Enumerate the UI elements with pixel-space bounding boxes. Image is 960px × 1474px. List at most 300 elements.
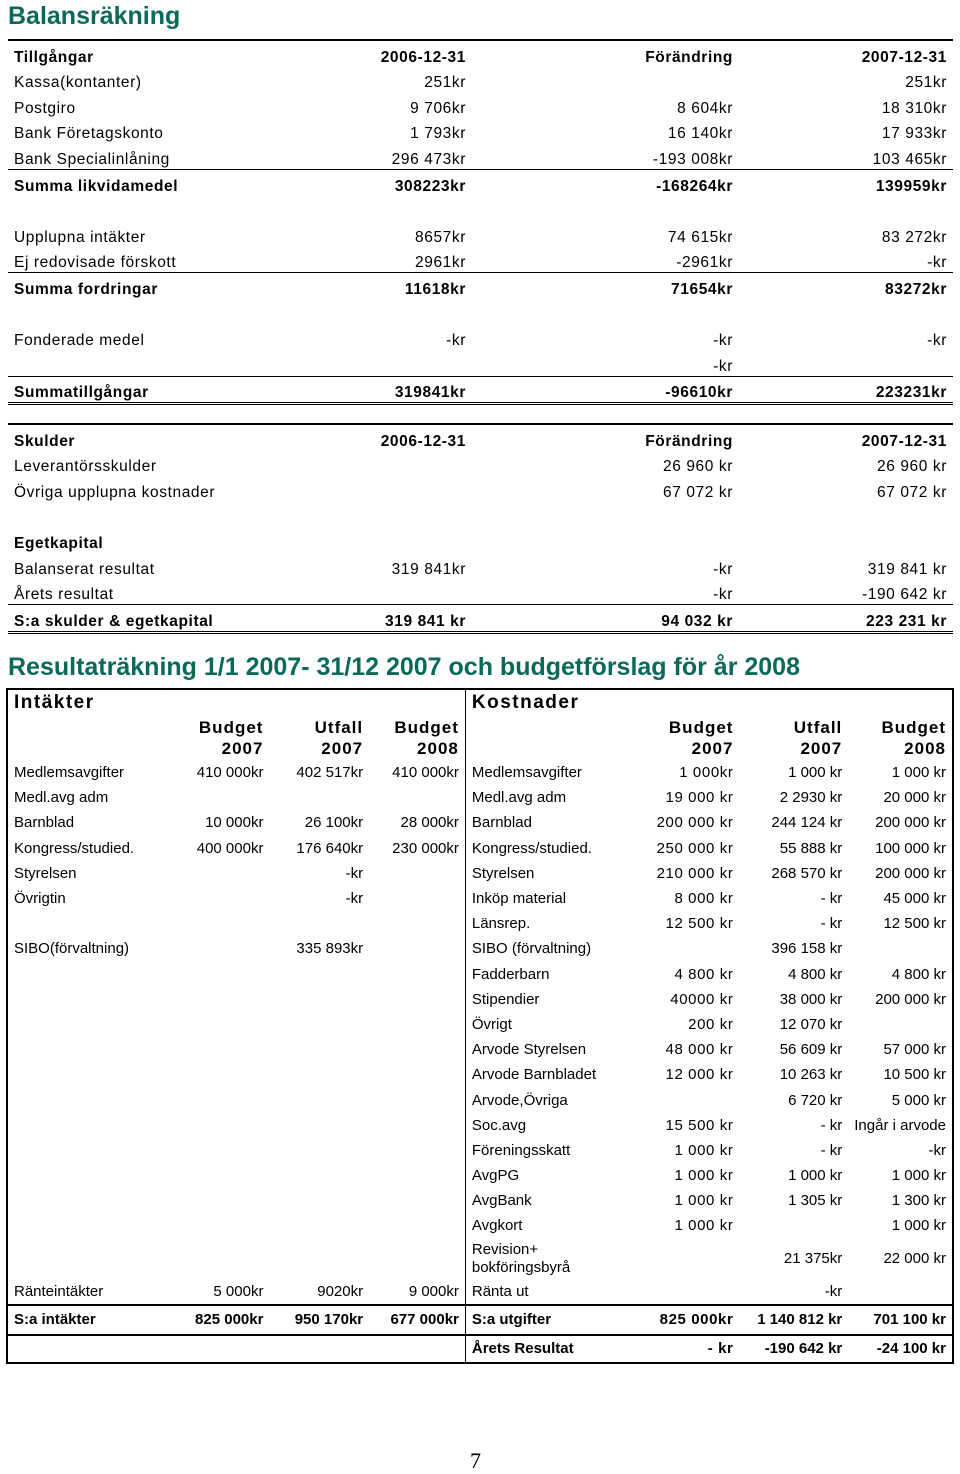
amount-cell: 402 517kr — [296, 764, 364, 782]
amount-cell — [269, 785, 369, 810]
amount-cell — [330, 299, 472, 325]
amount-cell — [167, 1188, 269, 1213]
row-label — [7, 1138, 167, 1163]
balance-row — [8, 143, 953, 169]
amount-cell: 10 263 kr — [779, 1066, 843, 1084]
balance-row — [8, 325, 953, 351]
amount-cell: 4 800 kr — [674, 965, 734, 983]
row-label — [7, 1012, 167, 1037]
result-row — [7, 1113, 953, 1138]
amount-cell: 335 893kr — [296, 940, 364, 958]
amount-cell — [369, 1113, 465, 1138]
result-row — [7, 1012, 953, 1037]
amount-cell — [739, 502, 953, 528]
amount-cell — [626, 936, 739, 961]
amount-cell — [269, 987, 369, 1012]
amount-cell: 319 841 kr — [330, 605, 472, 633]
result-row — [7, 1138, 953, 1163]
amount-cell: -2961kr — [472, 247, 739, 273]
amount-cell: 6 720 kr — [788, 1091, 843, 1109]
row-label: Avgkort — [471, 1217, 523, 1235]
income-statement-table — [6, 688, 954, 1364]
amount-cell: 26 960 kr — [876, 458, 947, 476]
row-label: Inköp material — [471, 890, 567, 908]
amount-cell: 22 000 kr — [883, 1250, 946, 1268]
amount-cell: 12 500 kr — [883, 915, 946, 933]
row-label: Kongress/studied. — [471, 839, 592, 857]
page-number: 7 — [470, 1448, 481, 1473]
amount-cell: -kr — [927, 332, 947, 350]
result-row — [7, 1335, 953, 1363]
amount-cell — [269, 1138, 369, 1163]
amount-cell: 296 473kr — [330, 143, 472, 169]
row-label: Upplupna intäkter — [14, 228, 146, 246]
amount-cell: 1 000 kr — [891, 764, 946, 782]
amount-cell — [369, 987, 465, 1012]
empty-cell — [7, 716, 167, 760]
amount-cell — [472, 67, 739, 93]
result-row — [7, 1037, 953, 1062]
amount-cell: 701 100 kr — [848, 1305, 953, 1335]
amount-cell — [167, 987, 269, 1012]
row-label: SIBO(förvaltning) — [14, 940, 130, 958]
amount-cell — [167, 1037, 269, 1062]
balance-row — [8, 247, 953, 273]
amount-cell: 1 305 kr — [788, 1192, 843, 1210]
amount-cell: 8 000 kr — [674, 890, 734, 908]
amount-cell: -193 008kr — [472, 143, 739, 169]
row-label: AvgBank — [471, 1192, 532, 1210]
amount-cell — [369, 1239, 465, 1279]
amount-cell: -kr — [472, 579, 739, 605]
amount-cell — [369, 1188, 465, 1213]
row-label — [7, 1188, 167, 1213]
balance-row — [8, 92, 953, 118]
row-label: Medlemsavgifter — [14, 764, 125, 782]
row-label — [7, 1087, 167, 1112]
balance-sheet-title: Balansräkning — [8, 2, 181, 30]
amount-cell: - kr — [820, 1141, 843, 1159]
result-row — [7, 1163, 953, 1188]
row-label: Egetkapital — [14, 534, 104, 552]
amount-cell: -kr — [739, 247, 953, 273]
amount-cell: 677 000kr — [369, 1305, 465, 1335]
amount-cell: 10 500 kr — [883, 1066, 946, 1084]
amount-cell: 9 706kr — [410, 99, 466, 117]
result-row — [7, 785, 953, 810]
row-label: Övrigtin — [14, 890, 66, 908]
row-label: Arvode Styrelsen — [471, 1041, 587, 1059]
row-label — [7, 1037, 167, 1062]
balance-row — [8, 527, 953, 553]
amount-cell: 825 000kr — [167, 1305, 269, 1335]
amount-cell: 2007-12-31 — [739, 424, 953, 451]
amount-cell: 17 933kr — [881, 125, 947, 143]
amount-cell — [848, 936, 953, 961]
result-row — [7, 1087, 953, 1112]
balance-row — [8, 67, 953, 93]
amount-cell: 12 070 kr — [779, 1015, 843, 1033]
amount-cell: 5 000 kr — [891, 1091, 946, 1109]
amount-cell — [472, 196, 739, 222]
amount-cell — [330, 476, 472, 502]
amount-cell: -kr — [824, 1282, 843, 1300]
amount-cell — [472, 299, 739, 325]
row-label — [7, 1213, 167, 1238]
amount-cell: 200 000 kr — [656, 814, 734, 832]
amount-cell: 139959kr — [875, 177, 947, 195]
amount-cell — [269, 1213, 369, 1238]
row-label: Medl.avg adm — [14, 789, 109, 807]
balance-row — [8, 376, 953, 404]
amount-cell — [739, 527, 953, 553]
balance-row — [8, 350, 953, 376]
amount-cell: 71654kr — [671, 280, 733, 298]
cost-heading: Kostnader — [471, 692, 580, 713]
amount-cell — [269, 1087, 369, 1112]
row-label: Övrigt — [471, 1015, 512, 1033]
amount-cell — [626, 1279, 739, 1305]
amount-cell — [369, 962, 465, 987]
amount-cell — [626, 1239, 739, 1279]
row-label: Barnblad — [471, 814, 532, 832]
amount-cell — [369, 861, 465, 886]
row-label: Medl.avg adm — [471, 789, 567, 807]
row-label — [7, 1163, 167, 1188]
amount-cell: 1 793kr — [410, 125, 466, 143]
row-label: Stipendier — [471, 990, 540, 1008]
amount-cell: 2006-12-31 — [330, 40, 472, 67]
amount-cell: 1 000 kr — [788, 764, 843, 782]
amount-cell: 410 000kr — [369, 760, 465, 785]
amount-cell — [167, 1113, 269, 1138]
amount-cell — [167, 936, 269, 961]
amount-cell: -96610kr — [472, 376, 739, 404]
amount-cell: 40000 kr — [670, 990, 734, 1008]
amount-cell: 21 375kr — [783, 1250, 843, 1268]
amount-cell — [369, 1213, 465, 1238]
amount-cell: 4 800 kr — [891, 965, 946, 983]
row-label: Arvode,Övriga — [471, 1091, 568, 1109]
row-label: Arvode Barnbladet — [471, 1066, 597, 1084]
row-label: Medlemsavgifter — [471, 764, 582, 782]
amount-cell — [369, 1138, 465, 1163]
row-label: S:a skulder & egetkapital — [8, 605, 330, 633]
amount-cell: 268 570 kr — [771, 864, 843, 882]
amount-cell: 1 300 kr — [891, 1192, 946, 1210]
amount-cell — [167, 886, 269, 911]
amount-cell: 38 000 kr — [779, 990, 843, 1008]
row-label — [7, 911, 167, 936]
amount-cell — [369, 1037, 465, 1062]
balance-row — [8, 196, 953, 222]
amount-cell — [269, 1163, 369, 1188]
amount-cell — [369, 785, 465, 810]
row-label: Balanserat resultat — [14, 560, 155, 578]
amount-cell — [330, 451, 472, 477]
amount-cell — [739, 196, 953, 222]
row-label: Föreningsskatt — [471, 1141, 571, 1159]
amount-cell — [369, 1062, 465, 1087]
amount-cell — [167, 962, 269, 987]
row-label — [8, 299, 330, 325]
amount-cell: -168264kr — [656, 177, 733, 195]
amount-cell: 5 000kr — [213, 1282, 264, 1300]
amount-cell — [330, 350, 472, 376]
row-label — [7, 962, 167, 987]
amount-cell: Ingår i arvode — [854, 1116, 946, 1134]
result-row — [7, 1213, 953, 1238]
amount-cell: 251kr — [905, 74, 947, 92]
amount-cell — [848, 1279, 953, 1305]
result-row — [7, 810, 953, 835]
result-row — [7, 836, 953, 861]
amount-cell: 67 072 kr — [662, 483, 733, 501]
amount-cell: - kr — [820, 890, 843, 908]
amount-cell: 2006-12-31 — [330, 424, 472, 451]
row-label — [7, 1062, 167, 1087]
column-header-row — [7, 716, 953, 760]
amount-cell: 176 640kr — [296, 839, 364, 857]
amount-cell: 200 kr — [688, 1015, 734, 1033]
amount-cell: 1 000 kr — [891, 1217, 946, 1235]
amount-cell: 103 465kr — [739, 143, 953, 169]
result-row — [7, 936, 953, 961]
amount-cell: 9 000kr — [369, 1279, 465, 1305]
row-label — [8, 350, 330, 376]
amount-cell: Förändring — [472, 424, 739, 451]
amount-cell: 1 000 kr — [674, 1167, 734, 1185]
amount-cell — [269, 962, 369, 987]
amount-cell: 319 841kr — [391, 560, 466, 578]
amount-cell — [739, 1213, 848, 1238]
empty-cell — [465, 716, 626, 760]
assets-table — [8, 39, 953, 405]
row-label: Soc.avg — [471, 1116, 527, 1134]
amount-cell — [167, 1012, 269, 1037]
amount-cell: 210 000 kr — [656, 864, 734, 882]
balance-row — [8, 605, 953, 633]
amount-cell: 319841kr — [330, 376, 472, 404]
amount-cell — [369, 1012, 465, 1037]
result-row — [7, 962, 953, 987]
row-label: Postgiro — [14, 99, 76, 117]
amount-cell: 1 000 kr — [674, 1141, 734, 1159]
amount-cell: -kr — [345, 890, 364, 908]
amount-cell: 223231kr — [739, 376, 953, 404]
amount-cell: 10 000kr — [205, 814, 264, 832]
balance-row — [8, 579, 953, 605]
row-label: Kongress/studied. — [14, 839, 135, 857]
row-label: Bank Specialinlåning — [8, 143, 330, 169]
amount-cell: 94 032 kr — [472, 605, 739, 633]
result-row — [7, 861, 953, 886]
amount-cell — [167, 785, 269, 810]
result-row — [7, 1188, 953, 1213]
amount-cell: 2 2930 kr — [779, 789, 843, 807]
amount-cell — [330, 196, 472, 222]
row-label: Leverantörsskulder — [14, 458, 157, 476]
amount-cell: 319 841 kr — [867, 560, 947, 578]
amount-cell — [739, 350, 953, 376]
row-label: S:a intäkter — [7, 1305, 167, 1335]
result-row — [7, 886, 953, 911]
amount-cell: 100 000 kr — [875, 839, 946, 857]
amount-cell — [269, 1188, 369, 1213]
balance-row — [8, 118, 953, 144]
amount-cell — [472, 527, 739, 553]
amount-cell — [167, 1138, 269, 1163]
amount-cell: 11618kr — [404, 280, 466, 298]
amount-cell: 19 000 kr — [665, 789, 734, 807]
amount-cell — [167, 1239, 269, 1279]
column-header: Budget 2007 — [668, 718, 734, 758]
balance-row — [8, 273, 953, 299]
amount-cell: - kr — [820, 1116, 843, 1134]
amount-cell — [626, 1087, 739, 1112]
amount-cell — [269, 1239, 369, 1279]
row-label: Länsrep. — [471, 915, 531, 933]
amount-cell — [330, 527, 472, 553]
row-label: Bank Företagskonto — [14, 125, 164, 143]
row-label: Kassa(kontanter) — [14, 74, 142, 92]
result-row — [7, 1239, 953, 1279]
amount-cell: 1 140 812 kr — [739, 1305, 848, 1335]
amount-cell: 56 609 kr — [779, 1041, 843, 1059]
amount-cell: 8 604kr — [677, 99, 733, 117]
amount-cell: Förändring — [472, 40, 739, 67]
amount-cell: 308223kr — [394, 177, 466, 195]
amount-cell: 57 000 kr — [883, 1041, 946, 1059]
result-row — [7, 1279, 953, 1305]
amount-cell: 48 000 kr — [665, 1041, 734, 1059]
amount-cell — [269, 1037, 369, 1062]
amount-cell: 2961kr — [330, 247, 472, 273]
result-row — [7, 1305, 953, 1335]
amount-cell: 16 140kr — [667, 125, 733, 143]
amount-cell: -kr — [713, 332, 733, 350]
amount-cell: 396 158 kr — [771, 940, 843, 958]
row-label: Årets resultat — [8, 579, 330, 605]
amount-cell — [167, 911, 269, 936]
balance-row — [8, 40, 953, 67]
amount-cell: 400 000kr — [196, 839, 264, 857]
amount-cell — [167, 1062, 269, 1087]
amount-cell: 74 615kr — [667, 228, 733, 246]
row-label: Årets Resultat — [465, 1335, 626, 1363]
row-label: Styrelsen — [471, 864, 535, 882]
amount-cell: 950 170kr — [269, 1305, 369, 1335]
amount-cell: 9020kr — [317, 1282, 364, 1300]
amount-cell: 1 000 kr — [891, 1167, 946, 1185]
amount-cell — [369, 1163, 465, 1188]
balance-row — [8, 476, 953, 502]
amount-cell: 1 000 kr — [674, 1192, 734, 1210]
section-heading-row — [7, 689, 953, 716]
row-label: Ränteintäkter — [14, 1282, 104, 1300]
balance-row — [8, 299, 953, 325]
amount-cell — [369, 936, 465, 961]
amount-cell: 410 000kr — [196, 764, 264, 782]
amount-cell: 67 072 kr — [876, 483, 947, 501]
amount-cell: 83 272kr — [881, 228, 947, 246]
balance-row — [8, 553, 953, 579]
amount-cell — [167, 1213, 269, 1238]
amount-cell: 825 000kr — [626, 1305, 739, 1335]
amount-cell — [369, 911, 465, 936]
amount-cell: -kr — [345, 864, 364, 882]
amount-cell: 4 800 kr — [788, 965, 843, 983]
column-header: Budget 2007 — [198, 718, 264, 758]
amount-cell — [739, 299, 953, 325]
amount-cell: -kr — [713, 560, 733, 578]
row-label: AvgPG — [471, 1167, 520, 1185]
balance-row — [8, 502, 953, 528]
amount-cell: -kr — [928, 1141, 946, 1159]
amount-cell: 1 000 kr — [674, 1217, 734, 1235]
column-header: Utfall 2007 — [314, 718, 364, 758]
amount-cell: -190 642 kr — [739, 579, 953, 605]
row-label — [7, 1239, 167, 1279]
row-label: Styrelsen — [14, 864, 77, 882]
amount-cell: 200 000 kr — [875, 990, 946, 1008]
amount-cell — [848, 1012, 953, 1037]
amount-cell: 2007-12-31 — [739, 40, 953, 67]
amount-cell — [167, 1335, 269, 1363]
amount-cell: -190 642 kr — [739, 1335, 848, 1363]
row-label — [8, 196, 330, 222]
row-label: Revision+ bokföringsbyrå — [471, 1240, 571, 1276]
row-label — [7, 1335, 167, 1363]
amount-cell: 230 000kr — [369, 836, 465, 861]
row-label: Fadderbarn — [471, 965, 550, 983]
balance-row — [8, 424, 953, 451]
amount-cell: 55 888 kr — [779, 839, 843, 857]
amount-cell: 26 100kr — [304, 814, 364, 832]
amount-cell: 244 124 kr — [771, 814, 843, 832]
amount-cell: 1 000kr — [679, 764, 734, 782]
row-label — [7, 1113, 167, 1138]
amount-cell: -kr — [472, 350, 739, 376]
row-label — [8, 502, 330, 528]
column-header: Budget 2008 — [881, 718, 946, 758]
amount-cell: 45 000 kr — [883, 890, 946, 908]
amount-cell — [269, 911, 369, 936]
column-header: Utfall 2007 — [793, 718, 843, 758]
amount-cell — [472, 502, 739, 528]
liabilities-table — [8, 423, 953, 634]
amount-cell: 250 000 kr — [656, 839, 734, 857]
amount-cell — [369, 1335, 465, 1363]
amount-cell: -kr — [446, 332, 466, 350]
amount-cell: 223 231 kr — [739, 605, 953, 633]
result-row — [7, 911, 953, 936]
amount-cell — [269, 1113, 369, 1138]
amount-cell — [330, 502, 472, 528]
row-label: Ej redovisade förskott — [8, 247, 330, 273]
amount-cell — [330, 579, 472, 605]
row-label: Övriga upplupna kostnader — [14, 483, 216, 501]
amount-cell: 15 500 kr — [665, 1116, 734, 1134]
result-row — [7, 760, 953, 785]
amount-cell: - kr — [626, 1335, 739, 1363]
row-label: Fonderade medel — [14, 332, 145, 350]
amount-cell: -24 100 kr — [848, 1335, 953, 1363]
amount-cell — [269, 1335, 369, 1363]
row-label: Tillgångar — [8, 40, 330, 67]
row-label: Ränta ut — [471, 1282, 529, 1300]
row-label: Skulder — [8, 424, 330, 451]
